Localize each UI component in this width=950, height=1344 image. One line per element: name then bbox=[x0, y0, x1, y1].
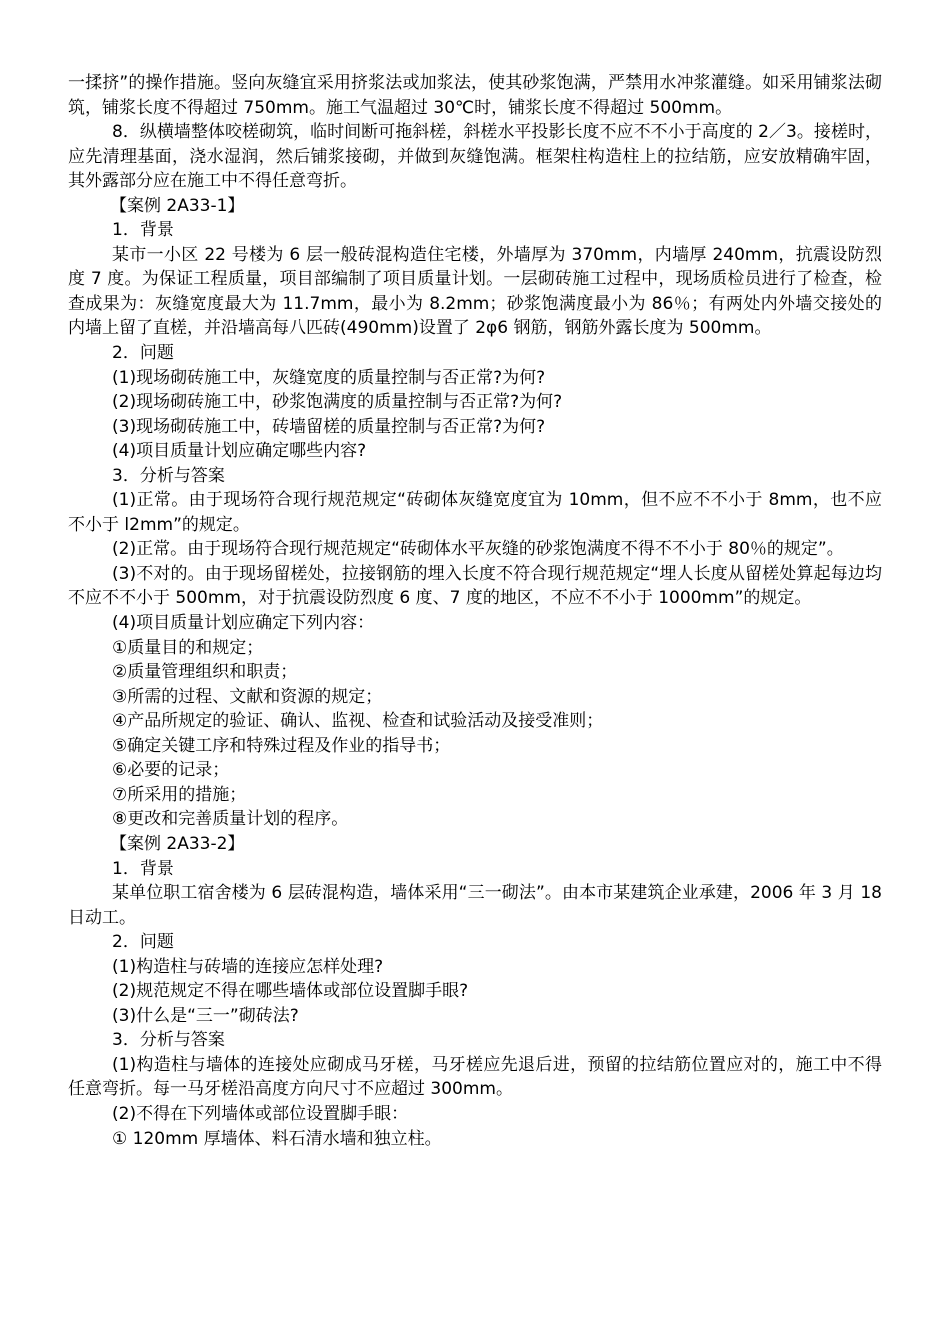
list-item: ⑤确定关键工序和特殊过程及作业的指导书； bbox=[112, 735, 451, 756]
answer-item: (3)不对的。由于现场留槎处，拉接钢筋的埋入长度不符合现行规范规定“埋人长度从留槎处算起每边均不应不不小于 500mm，对于抗震设防烈度 6 度、7 度的地区，不应不不小于 1000mm”的规定。 bbox=[68, 563, 882, 609]
section-heading-answers: 3．分析与答案 bbox=[112, 465, 225, 486]
answer-item: (2)不得在下列墙体或部位设置脚手眼： bbox=[112, 1103, 409, 1124]
answer-item: (2)正常。由于现场符合现行规范规定“砖砌体水平灰缝的砂浆饱满度不得不不小于 80％的规定”。 bbox=[112, 539, 844, 560]
list-item: ①质量目的和规定； bbox=[112, 637, 264, 658]
section-heading-background: 1．背景 bbox=[112, 220, 174, 241]
question-item: (3)什么是“三一”砌砖法? bbox=[112, 1005, 299, 1026]
section-heading-questions: 2．问题 bbox=[112, 343, 174, 364]
list-item: ④产品所规定的验证、确认、监视、检查和试验活动及接受准则； bbox=[112, 711, 604, 732]
section-heading-answers: 3．分析与答案 bbox=[112, 1030, 225, 1051]
case-title-2a33-1: 【案例 2A33-1】 bbox=[110, 195, 245, 216]
section-heading-questions: 2．问题 bbox=[112, 932, 174, 953]
answer-item: (1)构造柱与墙体的连接处应砌成马牙槎，马牙槎应先退后进，预留的拉结筋位置应对的，施工中不得任意弯折。每一马牙槎沿高度方向尺寸不应超过 300mm。 bbox=[68, 1054, 882, 1100]
question-item: (1)构造柱与砖墙的连接应怎样处理? bbox=[112, 956, 384, 977]
question-item: (1)现场砌砖施工中，灰缝宽度的质量控制与否正常?为何? bbox=[112, 367, 546, 388]
list-item: ① 120mm 厚墙体、料石清水墙和独立柱。 bbox=[112, 1128, 442, 1149]
list-item: ⑦所采用的措施； bbox=[112, 784, 247, 805]
question-item: (3)现场砌砖施工中，砖墙留槎的质量控制与否正常?为何? bbox=[112, 416, 546, 437]
list-item: ⑧更改和完善质量计划的程序。 bbox=[112, 809, 349, 830]
paragraph-background-text: 某市一小区 22 号楼为 6 层一般砖混构造住宅楼，外墙厚为 370mm，内墙厚 240mm，抗震设防烈度 7 度。为保证工程质量，项目部编制了项目质量计划。一层砌砖施工过程中，现场质检员进行了检查，检查成果为：灰缝宽度最大为 11.7mm，最小为 8.2mm；砂浆饱满度最小为 86％；有两处内外墙交接处的内墙上留了直槎，并沿墙高每八匹砖(490mm)设置了 2φ6 钢筋，钢筋外露长度为 500mm。 bbox=[68, 244, 882, 339]
list-item: ⑥必要的记录； bbox=[112, 760, 230, 781]
section-heading-background: 1．背景 bbox=[112, 858, 174, 879]
paragraph-background-text: 某单位职工宿舍楼为 6 层砖混构造，墙体采用“三一砌法”。由本市某建筑企业承建，2006 年 3 月 18 日动工。 bbox=[68, 883, 882, 928]
paragraph-rule-8: 8．纵横墙整体咬槎砌筑，临时间断可拖斜槎，斜槎水平投影长度不应不不小于高度的 2／3。接槎时，应先清理基面，浇水湿润，然后铺浆接砌，并做到灰缝饱满。框架柱构造柱上的拉结筋，应安放精确牢固，其外露部分应在施工中不得任意弯折。 bbox=[68, 122, 882, 192]
question-item: (4)项目质量计划应确定哪些内容? bbox=[112, 441, 367, 462]
paragraph-mortar-method: 一揉挤”的操作措施。竖向灰缝宜采用挤浆法或加浆法，使其砂浆饱满，严禁用水冲浆灌缝。如采用铺浆法砌筑，铺浆长度不得超过 750mm。施工气温超过 30℃时，铺浆长度不得超过 500mm。 bbox=[68, 73, 882, 118]
answer-item: (4)项目质量计划应确定下列内容： bbox=[112, 613, 375, 634]
case-title-2a33-2: 【案例 2A33-2】 bbox=[110, 833, 245, 854]
list-item: ②质量管理组织和职责； bbox=[112, 662, 298, 683]
question-item: (2)规范规定不得在哪些墙体或部位设置脚手眼? bbox=[112, 981, 469, 1002]
list-item: ③所需的过程、文献和资源的规定； bbox=[112, 686, 383, 707]
answer-item: (1)正常。由于现场符合现行规范规定“砖砌体灰缝宽度宜为 10mm，但不应不不小于 8mm，也不应不小于 l2mm”的规定。 bbox=[68, 490, 882, 535]
question-item: (2)现场砌砖施工中，砂浆饱满度的质量控制与否正常?为何? bbox=[112, 392, 563, 413]
